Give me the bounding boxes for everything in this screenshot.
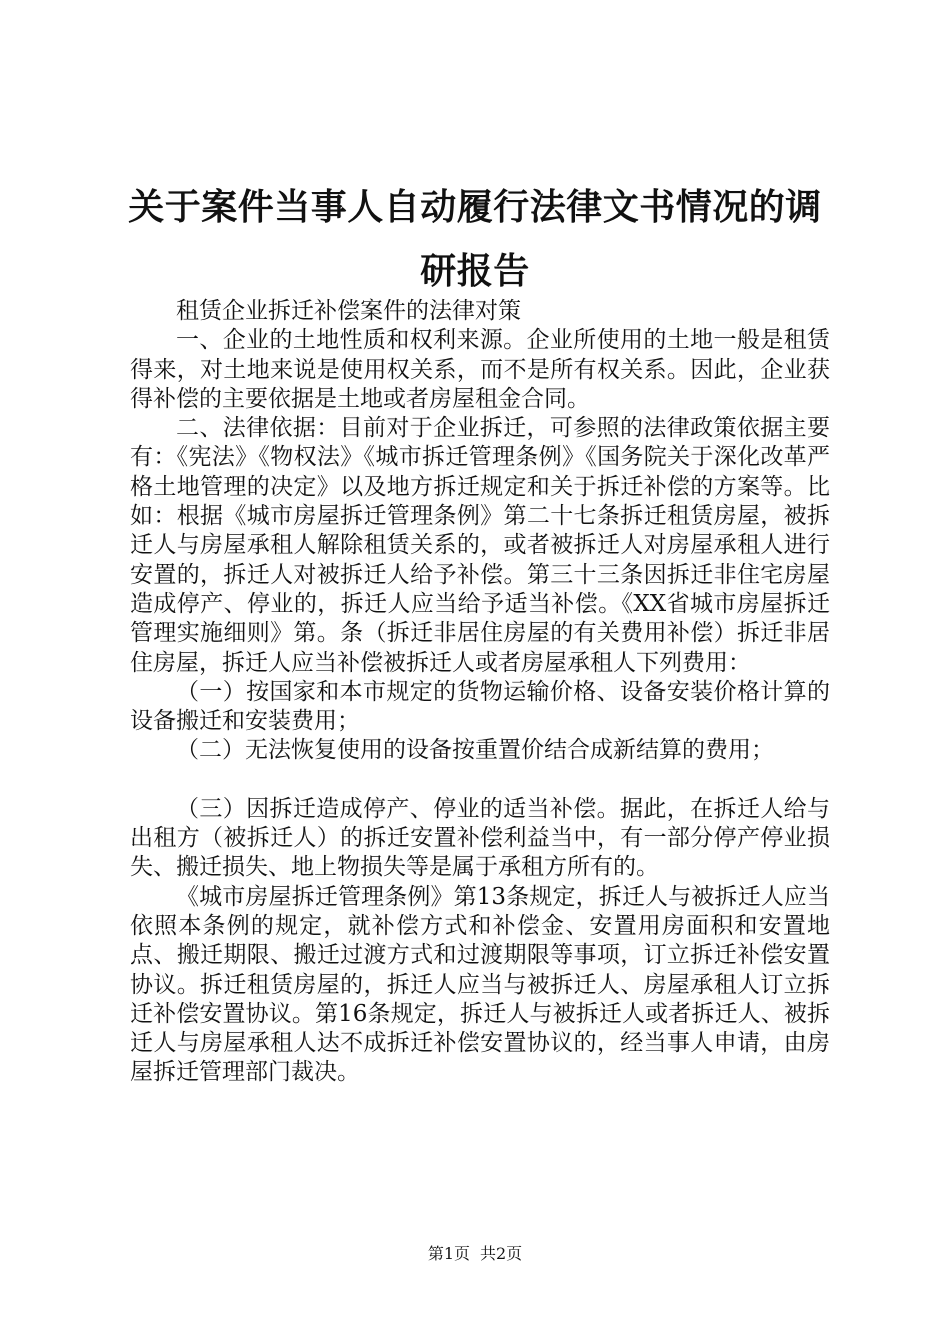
- paragraph-item-2: （二）无法恢复使用的设备按重置价结合成新结算的费用；: [176, 737, 774, 764]
- paragraph-item-1: （一）按国家和本市规定的货物运输价格、设备安装价格计算的设备搬迁和安装费用；: [130, 678, 830, 735]
- paragraph-subtitle: 租赁企业拆迁补偿案件的法律对策: [176, 298, 521, 324]
- paragraph-legal-basis: 二、法律依据：目前对于企业拆迁，可参照的法律政策依据主要有：《宪法》《物权法》《城市拆迁管理条例》《国务院关于深化改革严格土地管理的决定》以及地方拆迁规定和关于拆迁补偿的方案等。比如：根据《城市房屋拆迁管理条例》第二十七条拆迁租赁房屋，被拆迁人与房屋承租人解除租赁关系的，或者被拆迁人对房屋承租人进行安置的，拆迁人对被拆迁人给予补偿。第三十三条因拆迁非住宅房屋造成停产、停业的，拆迁人应当给予适当补偿。《XX省城市房屋拆迁管理实施细则》第。条（拆迁非居住房屋的有关费用补偿）拆迁非居住房屋，拆迁人应当补偿被拆迁人或者房屋承租人下列费用：: [130, 415, 830, 676]
- page-number: 第1页: [427, 1244, 470, 1263]
- paragraph-regulation-13: 《城市房屋拆迁管理条例》第13条规定，拆迁人与被拆迁人应当依照本条例的规定，就补偿方式和补偿金、安置用房面积和安置地点、搬迁期限、搬迁过渡方式和过渡期限等事项，订立拆迁补偿安置协议。拆迁租赁房屋的，拆迁人应当与被拆迁人、房屋承租人订立拆迁补偿安置协议。第16条规定，拆迁人与被拆迁人或者拆迁人、被拆迁人与房屋承租人达不成拆迁补偿安置协议的，经当事人申请，由房屋拆迁管理部门裁决。: [130, 883, 830, 1086]
- document-title: 关于案件当事人自动履行法律文书情况的调研报告: [128, 187, 822, 292]
- document-body: [130, 297, 830, 1088]
- paragraph-land-nature: 一、企业的土地性质和权利来源。企业所使用的土地一般是租赁得来，对土地来说是使用权关系，而不是所有权关系。因此，企业获得补偿的主要依据是土地或者房屋租金合同。: [130, 327, 830, 412]
- page-total: 共2页: [480, 1244, 523, 1263]
- paragraph-item-3: （三）因拆迁造成停产、停业的适当补偿。据此，在拆迁人给与出租方（被拆迁人）的拆迁安置补偿利益当中，有一部分停产停业损失、搬迁损失、地上物损失等是属于承租方所有的。: [130, 795, 830, 881]
- page-footer: [0, 1244, 950, 1264]
